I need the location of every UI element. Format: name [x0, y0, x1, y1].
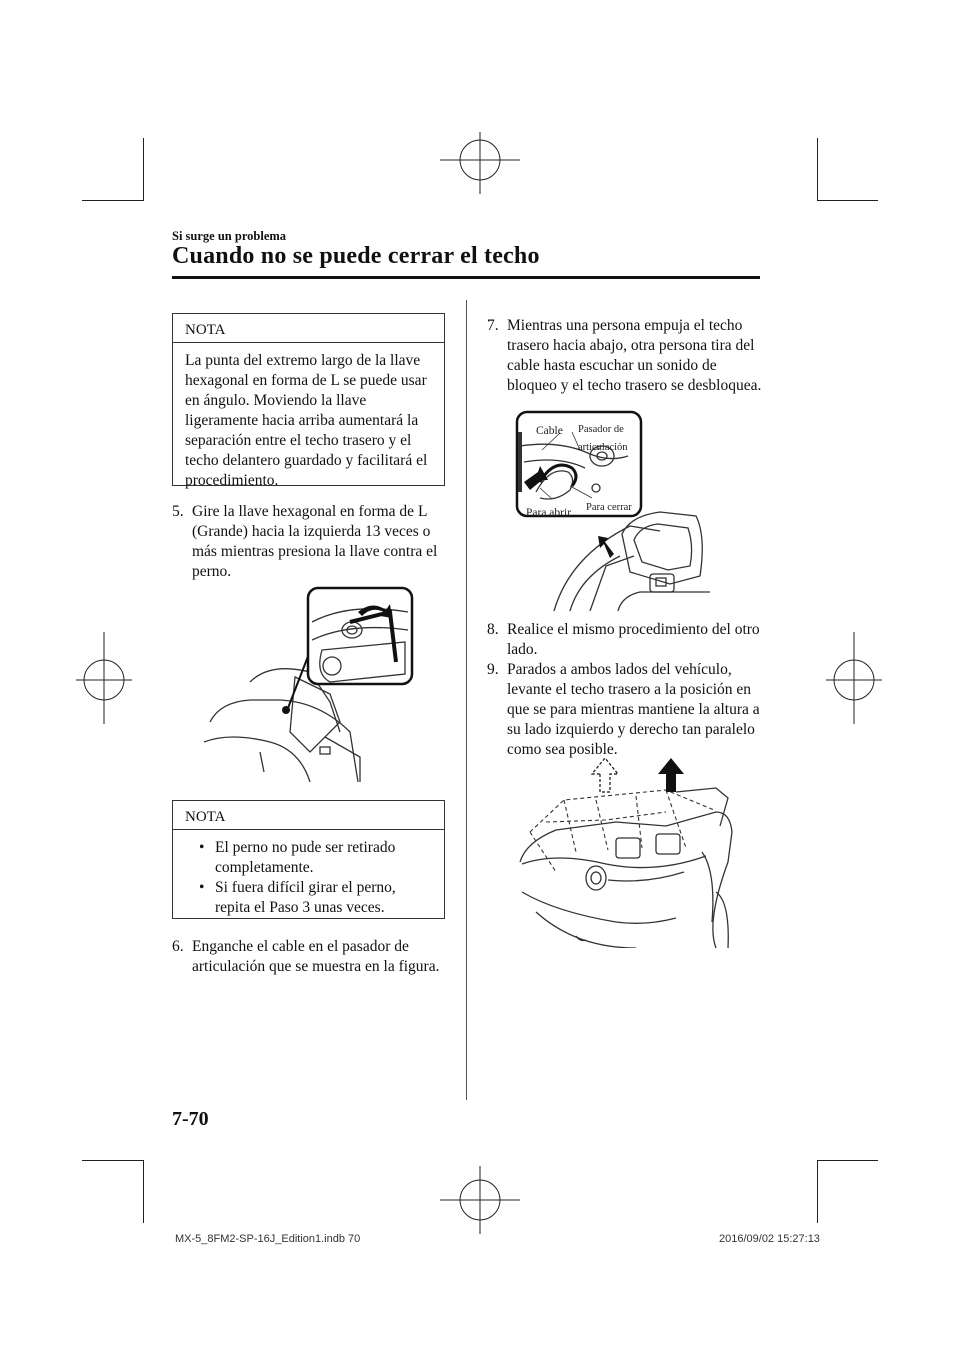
step-8: [487, 620, 762, 660]
note-body: La punta del extremo largo de la llave hexagonal en forma de L se puede usar en ángulo. Moviendo la llave ligeramente hacia arriba aumentará la separación entre el techo trasero y el techo delantero guardado y facilitará el procedimiento.: [185, 352, 428, 489]
registration-mark-right: [826, 632, 922, 728]
step-text: Realice el mismo procedimiento del otro lado.: [507, 621, 760, 658]
label-to-open: Para abrir: [526, 507, 572, 519]
page-number: 7-70: [172, 1108, 209, 1130]
note-body: [173, 830, 444, 926]
step-5: [172, 502, 454, 582]
step-7: [487, 316, 762, 396]
figure-raise-rear-roof: [516, 752, 740, 948]
step-9: [487, 660, 762, 760]
step-number: 8.: [487, 621, 499, 638]
note-bullet: • Si fuera difícil girar el perno, repita el Paso 3 unas veces.: [199, 879, 396, 916]
step-text: Gire la llave hexagonal en forma de L (Grande) hacia la izquierda 13 veces o más mientras presiona la llave contra el perno.: [192, 503, 438, 580]
print-date-info: 2016/09/02 15:27:13: [719, 1233, 820, 1245]
label-to-close: Para cerrar: [586, 502, 632, 513]
title-rule: [172, 276, 760, 279]
step-6: [172, 937, 454, 977]
registration-mark-top: [432, 132, 528, 228]
label-cable: Cable: [536, 425, 563, 437]
section-label: Si surge un problema: [172, 229, 287, 243]
step-number: 7.: [487, 317, 499, 334]
note-box-2: [172, 800, 445, 919]
note-heading: NOTA: [185, 809, 226, 825]
column-divider: [466, 300, 467, 1100]
label-hinge-pin-2: articulación: [578, 442, 628, 453]
note-heading: NOTA: [185, 322, 226, 338]
step-number: 5.: [172, 503, 184, 520]
label-hinge-pin-1: Pasador de: [578, 424, 624, 435]
page-title: Cuando no se puede cerrar el techo: [172, 243, 540, 269]
step-text: Mientras una persona empuja el techo trasero hacia abajo, otra persona tira del cable hasta escuchar un sonido de bloqueo y el techo trasero se desbloquea.: [507, 317, 762, 394]
step-text: Enganche el cable en el pasador de articulación que se muestra en la figura.: [192, 938, 440, 975]
figure-hex-key-bolt: [200, 582, 432, 782]
note-bullet: • El perno no pude ser retirado completamente.: [199, 839, 396, 876]
step-number: 6.: [172, 938, 184, 955]
registration-mark-left: [76, 632, 172, 728]
step-number: 9.: [487, 661, 499, 678]
figure-cable-hinge-pin: [510, 406, 710, 611]
print-file-info: MX-5_8FM2-SP-16J_Edition1.indb 70: [175, 1233, 361, 1245]
registration-mark-bottom: [432, 1160, 528, 1240]
note-box-1: [172, 313, 445, 489]
step-text: Parados a ambos lados del vehículo, levante el techo trasero a la posición en que se para mientras mantiene la altura a su lado izquierdo y derecho tan paralelo como sea posible.: [507, 661, 760, 758]
